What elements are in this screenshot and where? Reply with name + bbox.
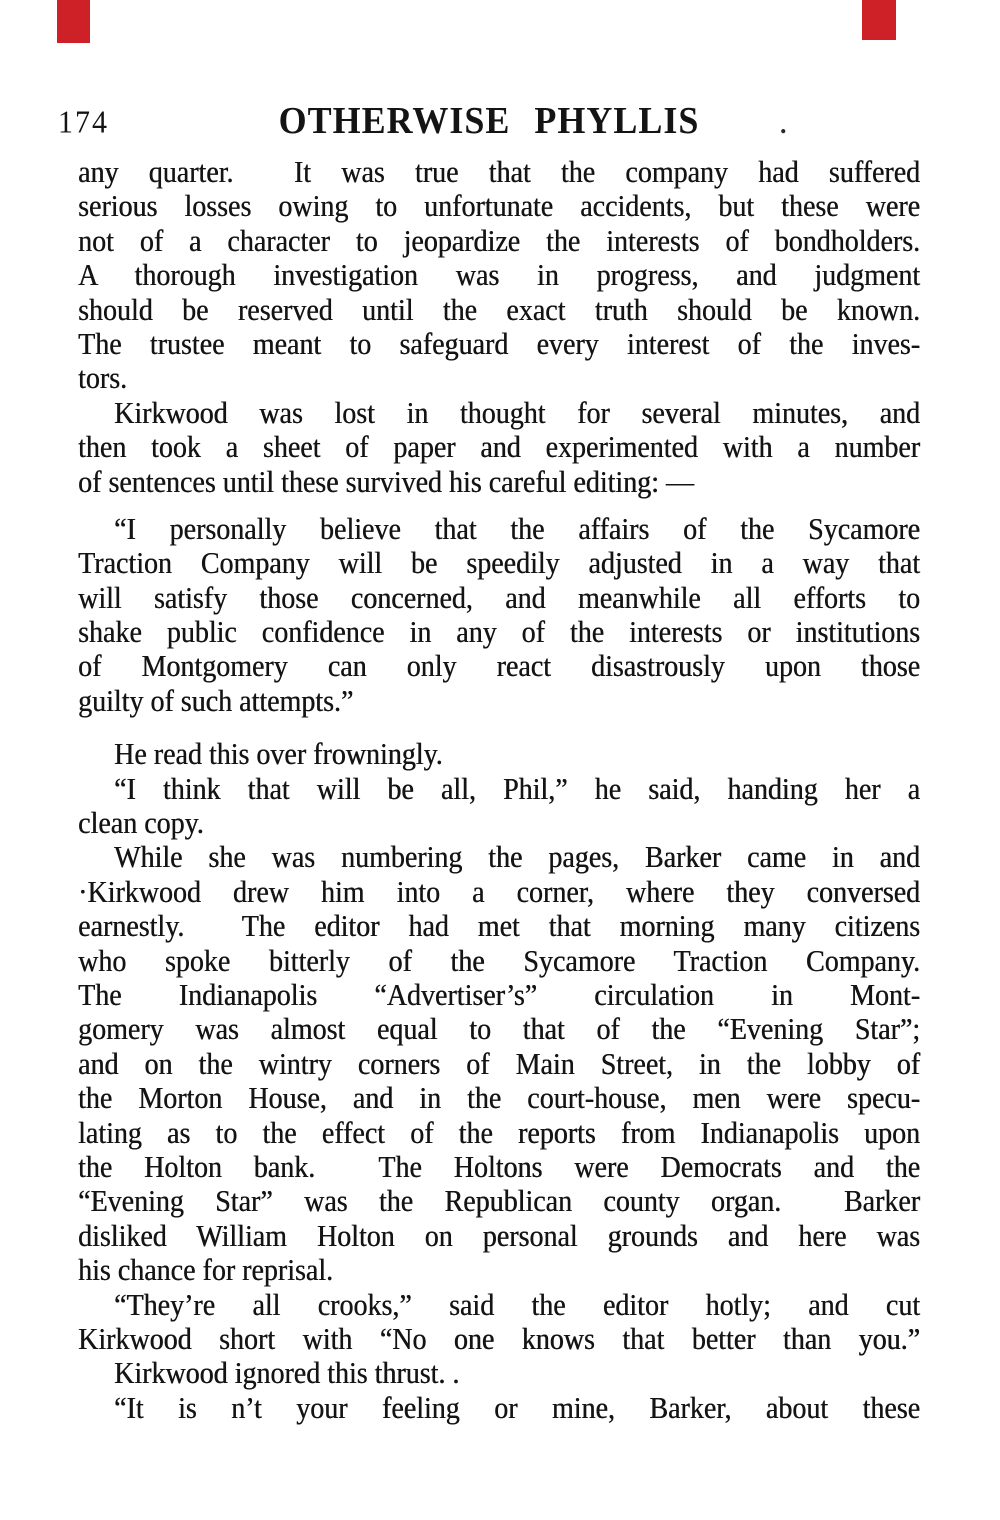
text-line: any quarter. It was true that the company had suffered (78, 155, 920, 190)
text-line: the Morton House, and in the court-house, men were specu- (78, 1081, 920, 1116)
paragraph (78, 1392, 920, 1426)
paragraph (78, 773, 920, 842)
text-line: While she was numbering the pages, Barker came in and (114, 840, 920, 875)
text-line: He read this over frowningly. (114, 737, 443, 772)
text-line: Traction Company will be speedily adjusted in a way that (78, 546, 920, 581)
text-line: and on the wintry corners of Main Street, in the lobby of (78, 1047, 920, 1082)
text-line: lating as to the effect of the reports from Indianapolis upon (78, 1115, 920, 1151)
red-scan-mark-left (57, 0, 90, 43)
text-line: of Montgomery can only react disastrously upon those (78, 649, 920, 684)
text-line: “They’re all crooks,” said the editor hotly; and cut (114, 1287, 920, 1322)
page-number: 174 (58, 105, 109, 140)
red-scan-mark-right (862, 0, 896, 40)
text-line: disliked William Holton on personal grounds and here was (78, 1219, 920, 1254)
paragraph (78, 1289, 920, 1358)
page-header (0, 98, 1000, 140)
text-line: should be reserved until the exact truth should be known. (78, 292, 920, 328)
paragraph (78, 513, 920, 719)
text-line: who spoke bitterly of the Sycamore Traction Company. (78, 943, 920, 979)
running-title: OTHERWISE PHYLLIS (278, 99, 700, 142)
text-line: the Holton bank. The Holtons were Democrats and the (78, 1150, 920, 1185)
text-line: then took a sheet of paper and experimented with a number (78, 430, 920, 465)
paragraph (78, 156, 920, 397)
text-line: earnestly. The editor had met that morning many citizens (78, 909, 920, 944)
text-line: gomery was almost equal to that of the “Evening Star”; (78, 1012, 920, 1047)
text-block (78, 156, 920, 1426)
text-line: will satisfy those concerned, and meanwhile all efforts to (78, 581, 920, 616)
text-line: Kirkwood was lost in thought for several minutes, and (114, 396, 920, 431)
text-line: The Indianapolis “Advertiser’s” circulation in Mont- (78, 978, 920, 1013)
text-line: his chance for reprisal. (78, 1253, 333, 1288)
text-line: ·Kirkwood drew him into a corner, where they conversed (78, 875, 920, 910)
text-line: A thorough investigation was in progress, and judgment (78, 258, 920, 293)
paragraph (78, 1357, 920, 1391)
text-line: tors. (78, 361, 127, 396)
text-line: serious losses owing to unfortunate accidents, but these were (78, 189, 920, 224)
text-line: Kirkwood short with “No one knows that better than you.” (78, 1322, 920, 1357)
text-line: “Evening Star” was the Republican county organ. Barker (78, 1184, 920, 1219)
text-line: “I think that will be all, Phil,” he said, handing her a (114, 772, 920, 807)
paragraph (78, 841, 920, 1288)
ink-speck: . (780, 110, 787, 139)
text-line: Kirkwood ignored this thrust. . (114, 1356, 460, 1391)
text-line: “I personally believe that the affairs of the Sycamore (114, 512, 920, 547)
text-line: not of a character to jeopardize the interests of bondholders. (78, 224, 920, 259)
paragraph (78, 397, 920, 500)
text-line: shake public confidence in any of the interests or institutions (78, 615, 920, 650)
text-line: of sentences until these survived his careful editing: — (78, 464, 694, 499)
paragraph (78, 738, 920, 772)
text-line: “It is n’t your feeling or mine, Barker, about these (114, 1391, 920, 1426)
text-line: guilty of such attempts.” (78, 684, 354, 719)
text-line: clean copy. (78, 806, 204, 841)
text-line: The trustee meant to safeguard every interest of the inves- (78, 327, 920, 362)
